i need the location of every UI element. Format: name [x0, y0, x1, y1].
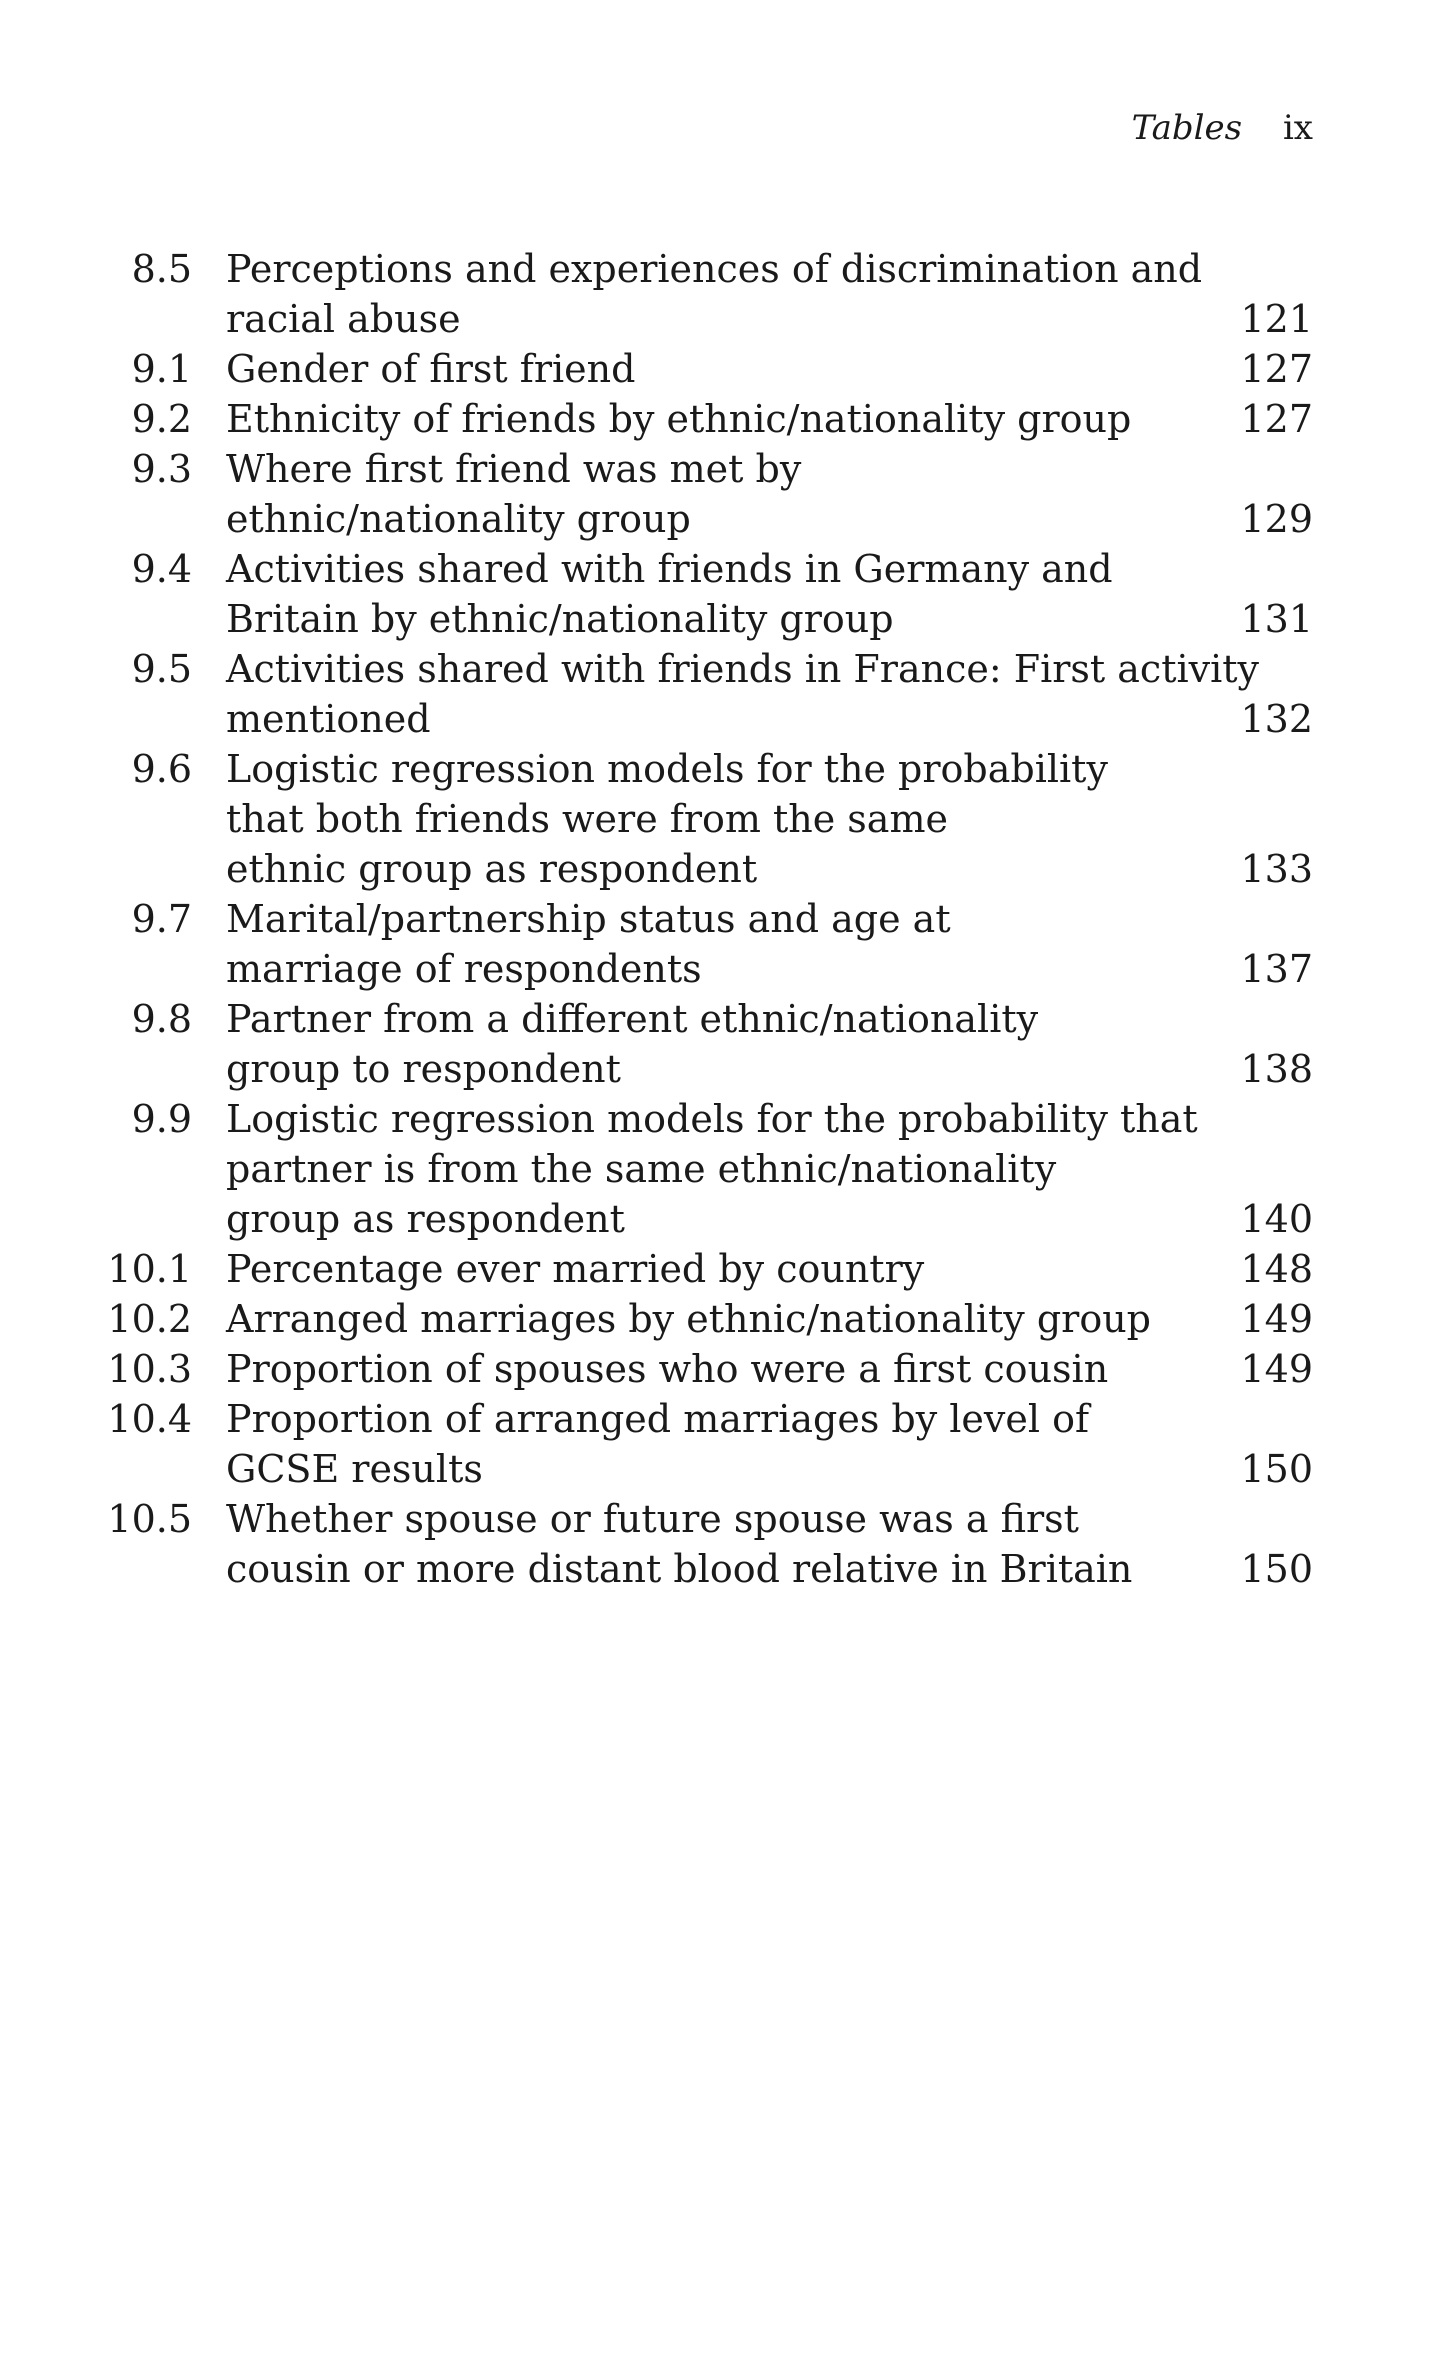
table-title-line: GCSE results [226, 1447, 483, 1491]
running-head-page-number: ix [1282, 108, 1313, 148]
table-title [226, 1094, 1198, 1244]
table-title [226, 444, 1166, 544]
table-title-line: Perceptions and experiences of discrimination and [226, 247, 1203, 291]
toc-entry [0, 1394, 1441, 1494]
table-title-line: Activities shared with friends in France: First activity [226, 647, 1259, 691]
table-title-line: group to respondent [226, 1047, 621, 1091]
table-title-line: mentioned [226, 697, 431, 741]
toc-entry [0, 894, 1441, 994]
table-title-line: Proportion of spouses who were a first cousin [226, 1347, 1109, 1391]
table-number: 9.6 [131, 747, 192, 791]
table-number: 9.1 [131, 347, 192, 391]
table-title-line: marriage of respondents [226, 947, 702, 991]
toc-entry [0, 1244, 1441, 1294]
table-title [226, 644, 1259, 744]
page-number: 127 [1240, 347, 1313, 391]
table-title [226, 544, 1166, 644]
table-title-line: partner is from the same ethnic/nationality [226, 1147, 1057, 1191]
toc-entry [0, 394, 1441, 444]
table-title-line: cousin or more distant blood relative in Britain [226, 1547, 1133, 1591]
page-number: 137 [1240, 947, 1313, 991]
running-head-title: Tables [1131, 108, 1243, 148]
table-title-line: Percentage ever married by country [226, 1247, 925, 1291]
page-number: 148 [1240, 1247, 1313, 1291]
table-title [226, 344, 1166, 394]
table-title-line: ethnic group as respondent [226, 847, 758, 891]
table-number: 9.5 [131, 647, 192, 691]
toc-entry [0, 644, 1441, 744]
toc-entry [0, 1344, 1441, 1394]
table-number: 10.2 [107, 1297, 192, 1341]
table-title [226, 394, 1166, 444]
page-number: 150 [1240, 1547, 1313, 1591]
table-title-line: Activities shared with friends in Germany and [226, 547, 1113, 591]
table-title [226, 1494, 1166, 1594]
table-title-line: Arranged marriages by ethnic/nationality group [226, 1297, 1152, 1341]
toc-entry [0, 444, 1441, 544]
table-title-line: Ethnicity of friends by ethnic/nationality group [226, 397, 1132, 441]
table-title-line: Partner from a different ethnic/nationality [226, 997, 1039, 1041]
table-title-line: Whether spouse or future spouse was a first [226, 1497, 1079, 1541]
page-number: 132 [1240, 697, 1313, 741]
table-title [226, 244, 1203, 344]
page-number: 149 [1240, 1297, 1313, 1341]
table-title-line: group as respondent [226, 1197, 625, 1241]
table-number: 8.5 [131, 247, 192, 291]
table-title-line: Where first friend was met by [226, 447, 802, 491]
table-title [226, 1294, 1166, 1344]
toc-entry [0, 244, 1441, 344]
table-title-line: Logistic regression models for the probability that [226, 1097, 1198, 1141]
table-number: 10.5 [107, 1497, 192, 1541]
list-of-tables [0, 244, 1441, 1594]
page-number: 133 [1240, 847, 1313, 891]
table-number: 9.7 [131, 897, 192, 941]
toc-entry [0, 1094, 1441, 1244]
table-title [226, 1244, 1166, 1294]
toc-entry [0, 1494, 1441, 1594]
table-number: 10.1 [107, 1247, 192, 1291]
toc-entry [0, 744, 1441, 894]
table-title-line: Proportion of arranged marriages by level of [226, 1397, 1090, 1441]
page-number: 150 [1240, 1447, 1313, 1491]
toc-entry [0, 994, 1441, 1094]
table-number: 10.4 [107, 1397, 192, 1441]
table-title [226, 1344, 1166, 1394]
page-number: 129 [1240, 497, 1313, 541]
table-title-line: Gender of first friend [226, 347, 636, 391]
table-title-line: Marital/partnership status and age at [226, 897, 951, 941]
table-title [226, 1394, 1166, 1494]
page-number: 140 [1240, 1197, 1313, 1241]
table-number: 9.9 [131, 1097, 192, 1141]
table-title-line: that both friends were from the same [226, 797, 948, 841]
table-title-line: Britain by ethnic/nationality group [226, 597, 894, 641]
page-number: 121 [1240, 297, 1313, 341]
toc-entry [0, 1294, 1441, 1344]
running-head [1132, 108, 1313, 148]
table-title [226, 994, 1166, 1094]
table-title-line: racial abuse [226, 297, 461, 341]
table-title [226, 744, 1166, 894]
table-title [226, 894, 1166, 994]
table-title-line: ethnic/nationality group [226, 497, 691, 541]
toc-entry [0, 344, 1441, 394]
page-number: 131 [1240, 597, 1313, 641]
toc-entry [0, 544, 1441, 644]
page-number: 149 [1240, 1347, 1313, 1391]
page-number: 138 [1240, 1047, 1313, 1091]
table-number: 10.3 [107, 1347, 192, 1391]
table-title-line: Logistic regression models for the probability [226, 747, 1108, 791]
page-number: 127 [1240, 397, 1313, 441]
table-number: 9.8 [131, 997, 192, 1041]
table-number: 9.2 [131, 397, 192, 441]
table-number: 9.4 [131, 547, 192, 591]
table-number: 9.3 [131, 447, 192, 491]
